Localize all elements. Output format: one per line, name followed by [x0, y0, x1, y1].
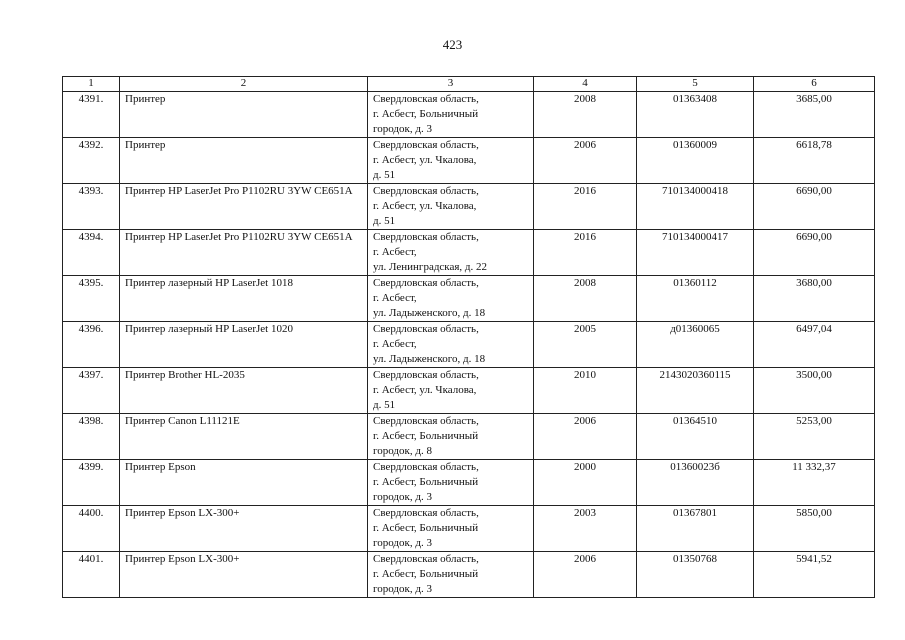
table-row — [63, 506, 875, 552]
address-line: г. Асбест, ул. Чкалова, — [373, 154, 477, 166]
row-number-cell: 4397. — [63, 368, 120, 414]
inventory-number-cell: 01360112 — [637, 276, 754, 322]
table-row — [63, 368, 875, 414]
address-line: д. 51 — [373, 215, 396, 227]
address-line: Свердловская область, — [373, 553, 479, 565]
cost-cell: 5253,00 — [754, 414, 875, 460]
address-cell — [368, 138, 534, 184]
address-line: ул. Ленинградская, д. 22 — [373, 261, 488, 273]
row-number-cell: 4391. — [63, 92, 120, 138]
cost-cell: 6618,78 — [754, 138, 875, 184]
inventory-number-cell: 710134000417 — [637, 230, 754, 276]
row-number-cell: 4396. — [63, 322, 120, 368]
column-header-2: 2 — [120, 77, 368, 92]
inventory-number-cell: 01363408 — [637, 92, 754, 138]
address-line: Свердловская область, — [373, 461, 479, 473]
year-cell: 2008 — [534, 92, 637, 138]
address-line: Свердловская область, — [373, 369, 479, 381]
year-cell: 2006 — [534, 414, 637, 460]
address-line: г. Асбест, — [373, 292, 417, 304]
inventory-number-cell: 710134000418 — [637, 184, 754, 230]
row-number-cell: 4394. — [63, 230, 120, 276]
inventory-number-cell: 2143020360115 — [637, 368, 754, 414]
address-line: Свердловская область, — [373, 231, 479, 243]
cost-cell: 5941,52 — [754, 552, 875, 598]
item-name-cell: Принтер — [120, 138, 368, 184]
row-number-cell: 4399. — [63, 460, 120, 506]
address-cell — [368, 92, 534, 138]
address-line: городок, д. 8 — [373, 445, 432, 457]
inventory-number-cell: 01367801 — [637, 506, 754, 552]
address-line: г. Асбест, Больничный — [373, 430, 479, 442]
item-name-cell: Принтер Epson — [120, 460, 368, 506]
address-line: Свердловская область, — [373, 415, 479, 427]
item-name-cell: Принтер лазерный HP LaserJet 1020 — [120, 322, 368, 368]
year-cell: 2010 — [534, 368, 637, 414]
item-name-cell: Принтер Epson LX-300+ — [120, 552, 368, 598]
year-cell: 2003 — [534, 506, 637, 552]
address-line: г. Асбест, ул. Чкалова, — [373, 384, 477, 396]
address-line: ул. Ладыженского, д. 18 — [373, 307, 486, 319]
year-cell: 2006 — [534, 552, 637, 598]
year-cell: 2016 — [534, 230, 637, 276]
table-header-row — [63, 77, 875, 92]
column-header-6: 6 — [754, 77, 875, 92]
address-line: г. Асбест, Больничный — [373, 108, 479, 120]
address-line: городок, д. 3 — [373, 583, 432, 595]
item-name-cell: Принтер Epson LX-300+ — [120, 506, 368, 552]
address-cell — [368, 184, 534, 230]
row-number-cell: 4401. — [63, 552, 120, 598]
inventory-number-cell: 01360023б — [637, 460, 754, 506]
cost-cell: 3685,00 — [754, 92, 875, 138]
table-row — [63, 414, 875, 460]
cost-cell: 6690,00 — [754, 184, 875, 230]
address-line: Свердловская область, — [373, 277, 479, 289]
year-cell: 2008 — [534, 276, 637, 322]
year-cell: 2016 — [534, 184, 637, 230]
row-number-cell: 4400. — [63, 506, 120, 552]
address-line: г. Асбест, Больничный — [373, 568, 479, 580]
address-cell — [368, 276, 534, 322]
address-cell — [368, 460, 534, 506]
row-number-cell: 4393. — [63, 184, 120, 230]
item-name-cell: Принтер HP LaserJet Pro P1102RU 3YW CE651A — [120, 230, 368, 276]
cost-cell: 6690,00 — [754, 230, 875, 276]
table-row — [63, 460, 875, 506]
address-line: г. Асбест, Больничный — [373, 522, 479, 534]
table-row — [63, 230, 875, 276]
address-cell — [368, 552, 534, 598]
row-number-cell: 4392. — [63, 138, 120, 184]
address-line: г. Асбест, Больничный — [373, 476, 479, 488]
address-line: Свердловская область, — [373, 323, 479, 335]
address-line: Свердловская область, — [373, 185, 479, 197]
inventory-number-cell: д01360065 — [637, 322, 754, 368]
table-row — [63, 552, 875, 598]
table-row — [63, 138, 875, 184]
item-name-cell: Принтер Brother HL-2035 — [120, 368, 368, 414]
address-line: Свердловская область, — [373, 139, 479, 151]
address-line: Свердловская область, — [373, 93, 479, 105]
item-name-cell: Принтер Canon L11121E — [120, 414, 368, 460]
address-cell — [368, 506, 534, 552]
table-row — [63, 184, 875, 230]
item-name-cell: Принтер HP LaserJet Pro P1102RU 3YW CE651A — [120, 184, 368, 230]
page-number: 423 — [442, 37, 463, 52]
column-header-3: 3 — [368, 77, 534, 92]
year-cell: 2000 — [534, 460, 637, 506]
address-line: г. Асбест, — [373, 246, 417, 258]
cost-cell: 3680,00 — [754, 276, 875, 322]
address-line: городок, д. 3 — [373, 537, 432, 549]
column-header-5: 5 — [637, 77, 754, 92]
address-line: Свердловская область, — [373, 507, 479, 519]
table-row — [63, 92, 875, 138]
address-cell — [368, 414, 534, 460]
row-number-cell: 4395. — [63, 276, 120, 322]
cost-cell: 5850,00 — [754, 506, 875, 552]
address-line: городок, д. 3 — [373, 123, 432, 135]
table-body — [63, 92, 875, 598]
cost-cell: 11 332,37 — [754, 460, 875, 506]
row-number-cell: 4398. — [63, 414, 120, 460]
table-row — [63, 322, 875, 368]
cost-cell: 3500,00 — [754, 368, 875, 414]
address-line: г. Асбест, — [373, 338, 417, 350]
address-cell — [368, 322, 534, 368]
table-row — [63, 276, 875, 322]
address-line: д. 51 — [373, 169, 396, 181]
item-name-cell: Принтер — [120, 92, 368, 138]
item-name-cell: Принтер лазерный HP LaserJet 1018 — [120, 276, 368, 322]
address-line: ул. Ладыженского, д. 18 — [373, 353, 486, 365]
address-line: городок, д. 3 — [373, 491, 432, 503]
address-cell — [368, 368, 534, 414]
inventory-number-cell: 01360009 — [637, 138, 754, 184]
column-header-4: 4 — [534, 77, 637, 92]
cost-cell: 6497,04 — [754, 322, 875, 368]
property-registry-table — [62, 76, 875, 598]
inventory-number-cell: 01350768 — [637, 552, 754, 598]
address-cell — [368, 230, 534, 276]
address-line: д. 51 — [373, 399, 396, 411]
column-header-1: 1 — [63, 77, 120, 92]
address-line: г. Асбест, ул. Чкалова, — [373, 200, 477, 212]
year-cell: 2006 — [534, 138, 637, 184]
inventory-number-cell: 01364510 — [637, 414, 754, 460]
year-cell: 2005 — [534, 322, 637, 368]
